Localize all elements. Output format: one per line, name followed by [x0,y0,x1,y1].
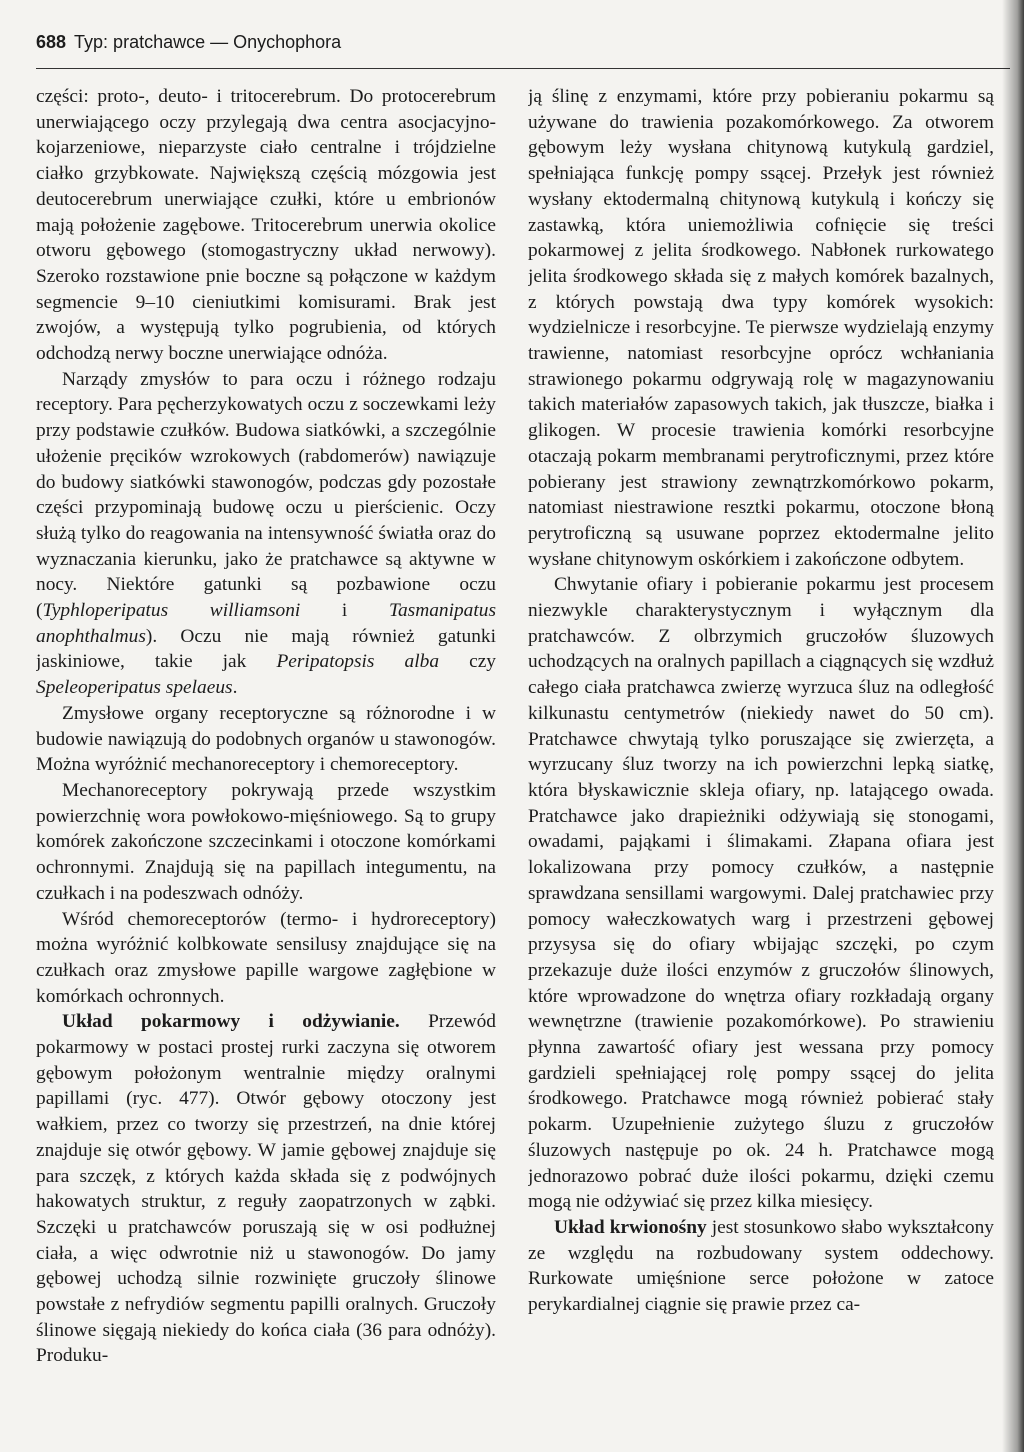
right-column [528,84,994,1318]
species-name: Tasmanipatus anophthalmus [36,600,496,647]
header-rule [36,68,1010,69]
paragraph-digestion-continued: ją ślinę z enzymami, które przy pobieraniu pokarmu są używane do trawienia pozakomórkowego. Za otworem gębowym leży wysłana chitynową kutykulą gardziel, spełniająca funkcję pompy ssącej. Przełyk jest również wysłany ektodermalną chitynową kutykulą i kończy się zastawką, która uniemożliwia cofnięcie się treści pokarmowej z jelita środkowego. Nabłonek rurkowatego jelita środkowego składa się z małych komórek bazalnych, z których powstają dwa typy komórek wysokich: wydzielnicze i resorbcyjne. Te pierwsze wydzielają enzymy trawienne, natomiast resorbcyjne oprócz wchłaniania strawionego pokarmu odgrywają rolę w magazynowaniu takich materiałów zapasowych takich, jak tłuszcze, białka i glikogen. W procesie trawienia komórki resorbcyjne otaczają pokarm membranami perytroficznymi, przez które pobierany jest strawiony zewnątrzkomórkowo pokarm, natomiast niestrawione resztki pokarmu, otoczone błoną perytroficzną są usuwane poprzez ektodermalne jelito wysłane chitynowym oskórkiem i zakończone odbytem. [528,86,994,570]
species-name: Typhloperipatus williamsoni [42,600,301,622]
running-header [36,32,994,66]
species-name: Speleoperipatus spelaeus [36,677,233,699]
paragraph-chemoreceptors: Wśród chemoreceptorów (termo- i hydroreceptory) można wyróżnić kolbkowate sensilusy znajdujące się na czułkach oraz zmysłowe papille wargowe zagłębione w komórkach ochronnych. [36,908,496,1007]
paragraph-digestive-system: Układ pokarmowy i odżywianie. Przewód pokarmowy w postaci prostej rurki zaczyna się otworem gębowym położonym wentralnie między oralnymi papillami (ryc. 477). Otwór gębowy otoczony jest wałkiem, przez co tworzy się przestrzeń, na dnie której znajduje się otwór gębowy. W jamie gębowej znajduje się para szczęk, z których każda składa się z podwójnych hakowatych struktur, z reguły zaopatrzonych w ząbki. Szczęki u pratchawców poruszają się w osi podłużnej ciała, a więc odwrotnie niż u stawonogów. Do jamy gębowej uchodzą silnie rozwinięte gruczoły ślinowe powstałe z nefrydiów segmentu papilli oralnych. Gruczoły ślinowe sięgają niekiedy do końca ciała (36 para odnóży). Produku- [36,1011,496,1367]
paragraph-mechanoreceptors: Mechanoreceptory pokrywają przede wszystkim powierzchnię wora powłokowo-mięśniowego. Są to grupy komórek zakończone szczecinkami i otoczone komórkami ochronnymi. Znajdują się na papillach integumentu, na czułkach i na podeszwach odnóży. [36,779,496,904]
left-column [36,84,496,1369]
paragraph-sense-organs: Narządy zmysłów to para oczu i różnego rodzaju receptory. Para pęcherzykowatych oczu z soczewkami leży przy podstawie czułków. Budowa siatkówki, a szczególnie ułożenie pręcików wzrokowych (rabdomerów) nawiązuje do budowy siatkówki stawonogów, podczas gdy pozostałe części przypominają budowę oczu u pierścienic. Oczy służą tylko do reagowania na intensywność światła oraz do wyznaczania kierunku, jako że pratchawce są aktywne w nocy. Niektóre gatunki są pozbawione oczu (Typhloperipatus williamsoni i Tasmanipatus anophthalmus). Oczu nie mają również gatunki jaskiniowe, takie jak Peripatopsis alba czy Speleoperipatus spelaeus. [36,368,496,699]
section-heading-circulatory: Układ krwionośny [554,1216,707,1238]
section-heading-digestive: Układ pokarmowy i odżywianie. [62,1011,400,1033]
paragraph-prey-capture: Chwytanie ofiary i pobieranie pokarmu jest procesem niezwykle charakterystycznym i wyłącznym dla pratchawców. Z olbrzymich gruczołów śluzowych uchodzących na oralnych papillach a ciągnących się wzdłuż całego ciała pratchawca zwierzę wyrzuca śluz na odległość kilkunastu centymetrów (niekiedy nawet do 50 cm). Pratchawce chwytają tylko poruszające się zwierzęta, a wyrzucany śluz tworzy na ich powierzchni lepką siatkę, która błyskawicznie skleja ofiary, np. latającego owada. Pratchawce jako drapieżniki odżywiają się stonogami, owadami, pająkami i ślimakami. Złapana ofiara jest lokalizowana przy pomocy czułków, a następnie sprawdzana sensillami wargowymi. Dalej pratchawiec przy pomocy wałeczkowatych warg i przestrzeni gębowej przysysa się do ofiary wbijając szczęki, po czym przekazuje duże ilości enzymów z gruczołów ślinowych, które wprowadzone do wnętrza ofiary rozkładają organy wewnętrzne (trawienie pozakomórkowe). Po strawieniu płynna zawartość ofiary jest wessana przy pomocy gardzieli spełniającej rolę pompy ssącej do jelita środkowego. Pratchawce mogą również pobierać stały pokarm. Uzupełnienie zużytego śluzu z gruczołów śluzowych następuje po ok. 24 h. Pratchawce mogą jednorazowo pobrać duże ilości pokarmu, dzięki czemu mogą nie odżywiać się przez kilka miesięcy. [528,574,994,1213]
running-title: Typ: pratchawce — Onychophora [74,32,342,52]
paragraph-receptors: Zmysłowe organy receptoryczne są różnorodne i w budowie nawiązują do podobnych organów u stawonogów. Można wyróżnić mechanoreceptory i chemoreceptory. [36,702,496,776]
paragraph-circulatory-system: Układ krwionośny jest stosunkowo słabo wykształcony ze względu na rozbudowany system oddechowy. Rurkowate umięśnione serce położone w zatoce perykardialnej ciągnie się prawie przez ca- [528,1216,994,1316]
species-name: Peripatopsis alba [276,651,440,673]
paragraph-nervous-system: części: proto-, deuto- i tritocerebrum. Do protocerebrum unerwiającego oczy przylegają dwa centra asocjacyjno-kojarzeniowe, nieparzyste ciało centralne i trójdzielne ciałko grzybkowate. Największą częścią mózgowia jest deutocerebrum unerwiające czułki, które u embrionów mają położenie zagębowe. Tritocerebrum unerwia okolice otworu gębowego (stomogastryczny układ nerwowy). Szeroko rozstawione pnie boczne są połączone w każdym segmencie 9–10 cieniutkimi komisurami. Brak jest zwojów, a występują tylko pogrubienia, od których odchodzą nerwy boczne unerwiające odnóża. [36,86,496,365]
page-number: 688 [36,32,67,52]
page-edge-shadow [1002,0,1024,1452]
